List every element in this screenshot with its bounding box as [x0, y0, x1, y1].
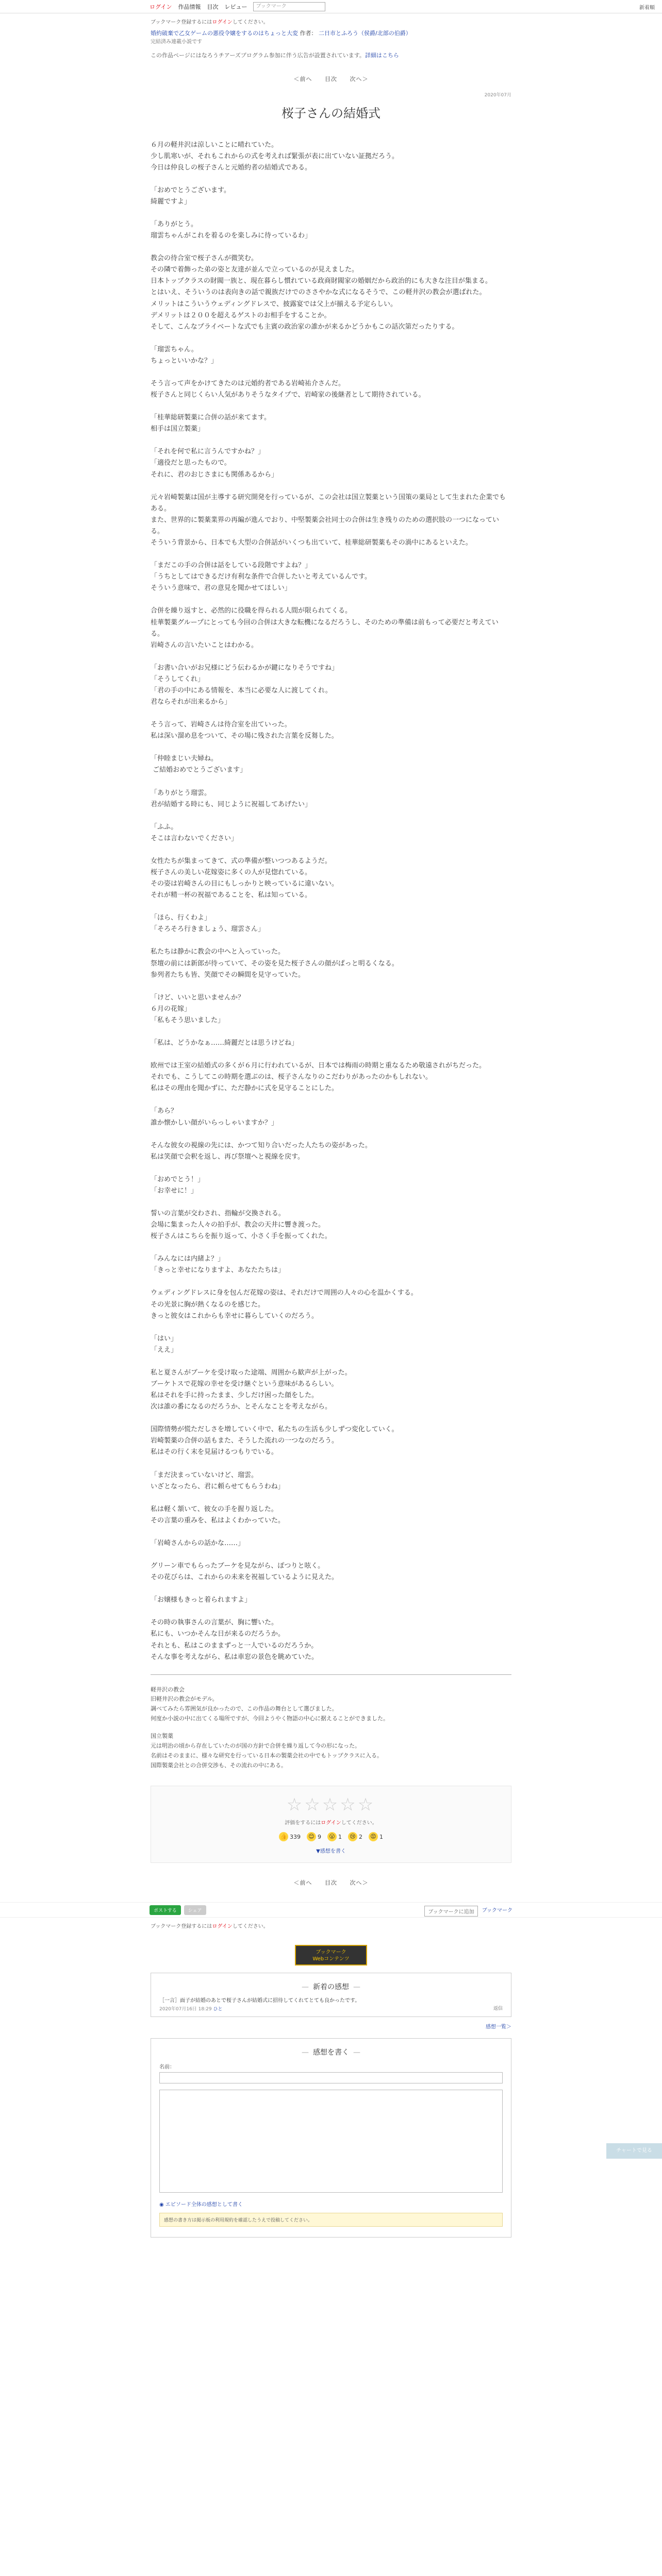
pager-top: [151, 75, 511, 83]
login-link[interactable]: ログイン: [150, 3, 172, 10]
prev-link-bottom[interactable]: ＜前へ: [293, 1879, 312, 1887]
author-label: 作者：: [300, 30, 317, 37]
body-paragraph: 「私は、どうかなぁ……綺麗だとは思うけどね」: [151, 1039, 299, 1047]
notice-login-link-bottom[interactable]: ログイン: [212, 1924, 233, 1930]
reaction-icon: 👍: [279, 1832, 288, 1841]
top-bar: [0, 0, 662, 13]
reaction-button[interactable]: [307, 1832, 321, 1841]
body-paragraph: 「けど、いいと思いませんか？ ６月の花嫁」 「私もそう思いました」: [151, 993, 245, 1024]
reaction-button[interactable]: [327, 1832, 342, 1841]
ad-note-link[interactable]: 詳細はこちら: [365, 52, 399, 59]
body-paragraph: 誓いの言葉が交わされ、指輪が交換される。 会場に集まった人々の拍手が、教会の天井に響き渡った。 桜子さんはこちらを振り返って、小さく手を振ってくれた。: [151, 1209, 332, 1241]
body-paragraph: 「岩崎さんからの話かな……」: [151, 1539, 245, 1547]
body-paragraph: その時の執事さんの言葉が、胸に響いた。 私にも、いつかそんな日が来るのだろうか。 それとも、私はこのままずっと一人でいるのだろうか。 そんな事を考えながら、私は車窓の景色を眺めていた。: [151, 1619, 319, 1661]
review-reply[interactable]: 返信: [493, 2006, 503, 2012]
author-extra: （侯爵/北部の伯爵）: [358, 30, 411, 37]
search-input[interactable]: [253, 2, 325, 11]
rating-box: [151, 1786, 511, 1863]
reaction-icon: 😡: [369, 1832, 378, 1841]
review-date: 2020年07月16日 18:29: [159, 2007, 212, 2012]
name-input[interactable]: [159, 2072, 503, 2083]
ad-note-text: この作品ページにはなろうチアーズプログラム参加に伴う広告が設置されています。: [151, 52, 365, 59]
reaction-icon: 😢: [348, 1832, 357, 1841]
body-paragraph: 女性たちが集まってきて、式の準備が整いつつあるようだ。 桜子さんの美しい花嫁姿に多くの人が見惚れている。 その姿は岩崎さんの目にもしっかりと映っているに違いない。 それが精一杯の祝福であることを、私は知っている。: [151, 857, 339, 900]
toc-link-bottom[interactable]: 目次: [325, 1879, 337, 1887]
rating-note-prefix: 評価をするには: [285, 1820, 321, 1826]
review-user[interactable]: ひと: [213, 2007, 223, 2012]
body-paragraph: 「おめでとうございます。 綺麗ですよ」: [151, 186, 230, 206]
body-paragraph: 「ありがとう。 瑠雲ちゃんがこれを着るのを楽しみに待っているわ」: [151, 220, 312, 240]
nav-reviews[interactable]: レビュー: [224, 3, 247, 10]
body-paragraph: 「仲睦まじい夫婦ね。 ご結婚おめでとうございます」: [151, 755, 247, 774]
bookmark-link[interactable]: ブックマーク: [482, 1908, 512, 1914]
review-form: [151, 2038, 511, 2238]
body-paragraph: 「はい」 「ええ」: [151, 1334, 178, 1354]
reaction-count: 9: [318, 1833, 321, 1840]
form-title: — 感想を書く —: [159, 2047, 503, 2057]
body-paragraph: 「お嬢様もきっと着られますよ」: [151, 1596, 252, 1604]
post-button[interactable]: ポストする: [150, 1905, 181, 1915]
bookmark-notice-bottom: [151, 1922, 511, 1929]
reaction-count: 1: [379, 1833, 383, 1840]
share-button[interactable]: シェア: [184, 1905, 206, 1915]
body-paragraph: 「桂華総研製薬に合併の話が来てます。 相手は国立製薬」: [151, 414, 271, 433]
series-title[interactable]: 婚約破棄で乙女ゲームの悪役令嬢をするのはちょっと大変: [151, 30, 298, 37]
sort-link[interactable]: 新着順: [639, 5, 655, 11]
afterword: [151, 1685, 511, 1771]
bookmark-notice: [151, 18, 511, 25]
next-link[interactable]: 次へ＞: [350, 75, 369, 82]
reviews-more-link[interactable]: 感想一覧＞: [486, 2024, 511, 2030]
notice-suffix-bottom: してください。: [232, 1924, 269, 1930]
reaction-list: [151, 1832, 511, 1841]
nav-work-info[interactable]: 作品情報: [178, 3, 201, 10]
notice-prefix: ブックマーク登録するには: [151, 20, 212, 25]
star-rating[interactable]: ☆☆☆☆☆: [286, 1794, 376, 1816]
toc-link[interactable]: 目次: [325, 75, 337, 82]
body-paragraph: 「みんなには内緒よ？」 「きっと幸せになりますよ、あなたたちは」: [151, 1255, 285, 1275]
reaction-count: 1: [338, 1833, 342, 1840]
author-name[interactable]: 二日市とふろう: [319, 30, 358, 37]
footer-content: [151, 1922, 511, 2238]
add-bookmark-button[interactable]: ブックマークに追加: [424, 1906, 477, 1917]
body-paragraph: 「それを何で私に言うんですかね？」 「適役だと思ったもので。 それに、君のおじさまにも関係あるから」: [151, 448, 278, 479]
reaction-count: 2: [359, 1833, 362, 1840]
body-paragraph: 「まだこの手の合併は話をしている段階ですよね？」 「うちとしてはできるだけ有利な条件で合併したいと考えているんです。 そういう意味で、君の意見を聞かせてほしい」: [151, 562, 371, 592]
body-paragraph: グリーン車でもらったブーケを見ながら、ぽつりと呟く。 その花びらは、これからの未来を祝福しているように見えた。: [151, 1562, 339, 1582]
afterword-paragraph: 国立製薬 元は明治の頃から存在していたのが国の方針で合併を繰り返して今の形になった。 名前はそのままに、様々な研究を行っている日本の製薬会社の中でもトップクラスに入る。 国際製薬会社との合併交渉も、その流れの中にある。: [151, 1733, 383, 1769]
prev-link[interactable]: ＜前へ: [293, 75, 312, 82]
pager-bottom: [151, 1878, 511, 1887]
episode-date: 2020年07月: [484, 92, 511, 98]
badge-line2: Webコンテンツ: [312, 1956, 350, 1962]
body-paragraph: 私たちは静かに教会の中へと入っていった。 祭壇の前には新郎が待っていて、その姿を見た桜子さんの顔がぱっと明るくなる。 参列者たちも皆、笑顔でその瞬間を見守っていた。: [151, 948, 399, 979]
episode-body: [151, 140, 511, 1663]
body-paragraph: 元々岩崎製薬は国が主導する研究開発を行っているが、この会社は国立製薬という国策の薬局として生まれた企業でもある。 また、世界的に製薬業界の再編が進んでおり、中堅製薬会社同士の合併は生き残りのための選択肢の一つになっている。 そういう背景から、日本でも大型の合併話がいくつも出ていて、桂華総研製薬もその渦中にあるといえた。: [151, 493, 506, 547]
body-paragraph: 欧州では王室の結婚式の多くが６月に行われているが、日本では梅雨の時期と重なるため敬遠されがちだった。 それでも、こうしてこの時期を選ぶのは、桜子さんなりのこだわりがあったのかもしれない。 私はその理由を聞かずに、ただ静かに式を見守ることにした。: [151, 1062, 486, 1093]
side-tab[interactable]: チャートで見る: [606, 2143, 662, 2159]
name-label: 名前：: [159, 2064, 175, 2071]
reaction-icon: 😊: [307, 1832, 316, 1841]
nav-toc[interactable]: 目次: [207, 3, 219, 10]
episode-title: 桜子さんの結婚式: [282, 106, 380, 121]
episode-review-option-label: エピソード全体の感想として書く: [165, 2202, 243, 2208]
body-paragraph: 私は軽く頷いて、彼女の手を握り返した。 その言葉の重みを、私はよくわかっていた。: [151, 1505, 285, 1524]
body-paragraph: そんな彼女の視線の先には、かつて知り合いだった人たちの姿があった。 私は笑顔で会釈を返し、再び祭壇へと視線を戻す。: [151, 1141, 372, 1161]
body-paragraph: ６月の軽井沢は涼しいことに晴れていた。 少し肌寒いが、それもこれからの式を考えれば緊張が表に出ていない証拠だろう。 今日は仲良しの桜子さんと元婚約者の結婚式である。: [151, 141, 399, 172]
notice-suffix: してください。: [232, 20, 269, 25]
web-content-badge[interactable]: [295, 1945, 367, 1965]
body-paragraph: そう言って、岩崎さんは待合室を出ていった。 私は深い溜め息をついて、その場に残された言葉を反芻した。: [151, 721, 338, 740]
reaction-count: 339: [290, 1833, 301, 1840]
series-status: 完結済み連載小説です: [151, 39, 202, 45]
body-paragraph: 教会の待合室で桜子さんが微笑む。 その隣で着飾った弟の姿と友達が並んで立っているのが見えました。 日本トップクラスの財閥一族と、現在暮らし慣れている政商財閥家の婚姻だから政治的にも大きな注目が集まる。 とはいえ、そういうのは表向きの話で親族だけでのささやかな式になるそうで、この軽井沢の教会が選ばれた。 メリットはこういうウェディングドレスで、披露宴では父上が揃える予定らしい。 デメリットは２００を超えるゲストのお相手をすることか。 そして、こんなプライベートな式でも主賓の政治家の誰かが来るかどうかもこの話次第だったりする。: [151, 255, 492, 331]
body-paragraph: 「ほら、行くわよ」 「そろそろ行きましょう、瑠雲さん」: [151, 914, 265, 934]
body-paragraph: 「ありがとう瑠雲。 君が結婚する時にも、同じように祝福してあげたい」: [151, 789, 312, 808]
ad-note: [151, 51, 511, 59]
form-warning: 感想の書き方は掲示板の利用規約を確認したうえで投稿してください。: [159, 2213, 503, 2227]
next-link-bottom[interactable]: 次へ＞: [350, 1879, 369, 1887]
body-paragraph: 「あら？ 誰か懐かしい顔がいらっしゃいますか？」: [151, 1107, 278, 1127]
body-paragraph: 私と夏さんがブーケを受け取った途端、周囲から歓声が上がった。 ブーケトスで花嫁の幸せを受け継ぐという意味があるらしい。 私はそれを手に持ったまま、少しだけ困った顔をした。 次は誰の番になるのだろうか、とそんなことを考えながら。: [151, 1368, 352, 1411]
body-paragraph: そう言って声をかけてきたのは元婚約者である岩崎祐介さんだ。 桜子さんと同じくらい人気がありそうなタイプで、岩崎家の後継者として期待されている。: [151, 380, 425, 399]
reaction-button[interactable]: [348, 1832, 362, 1841]
rating-login-link[interactable]: ログイン: [321, 1820, 341, 1826]
afterword-divider: [151, 1674, 511, 1675]
episode-review-option[interactable]: ◉ エピソード全体の感想として書く: [159, 2202, 243, 2208]
reaction-button[interactable]: [279, 1832, 301, 1841]
rating-note-suffix: してください。: [341, 1820, 377, 1826]
rating-note: [151, 1818, 511, 1826]
share-bar: [0, 1902, 662, 1918]
bookmark-actions: [424, 1906, 512, 1917]
notice-prefix-bottom: ブックマーク登録するには: [151, 1924, 212, 1930]
body-paragraph: 「瑠雲ちゃん。 ちょっといいかな？」: [151, 345, 218, 365]
reviews-title: — 新着の感想 —: [159, 1981, 503, 1992]
review-text: ［一言］面子が結婚のあとで桜子さんが結婚式に招待してくれてとても良かったです。: [159, 1998, 360, 2004]
write-review-link[interactable]: ▼感想を書く: [316, 1849, 346, 1855]
series-info: [151, 29, 511, 46]
body-paragraph: 国際情勢が慌ただしさを増していく中で、私たちの生活も少しずつ変化していく。 岩崎製薬の合併の話もまた、そうした流れの一つなのだろう。 私はその行く末を見届けるつもりでいる。: [151, 1426, 399, 1456]
body-paragraph: 「お書い合いがお兄様にどう伝わるかが鍵になりそうですね」 「そうしてくれ」 「君の手の中にある情報を、本当に必要な人に渡してくれ。 君ならそれが出来るから」: [151, 664, 339, 706]
body-paragraph: 「おめでとう！」 「お幸せに！」: [151, 1175, 205, 1195]
reaction-button[interactable]: [369, 1832, 383, 1841]
reaction-icon: 😮: [327, 1832, 337, 1841]
badge-line1: ブックマーク: [316, 1950, 346, 1956]
notice-login-link[interactable]: ログイン: [212, 20, 233, 25]
main-content: [151, 18, 511, 1887]
body-paragraph: 「まだ決まっていないけど、瑠雲。 いざとなったら、君に頼らせてもらうわね」: [151, 1471, 285, 1490]
body-paragraph: 「ふふ。 そこは言わないでください」: [151, 823, 238, 842]
recent-reviews: [151, 1973, 511, 2017]
review-textarea[interactable]: [159, 2090, 503, 2193]
body-paragraph: ウェディングドレスに身を包んだ花嫁の姿は、それだけで周囲の人々の心を温かくする。 その光景に胸が熱くなるのを感じた。 きっと彼女はこれからも幸せに暮らしていくのだろう。: [151, 1289, 418, 1320]
afterword-paragraph: 軽井沢の教会 旧軽井沢の教会がモデル。 調べてみたら雰囲気が良かったので、この作品の舞台として選びました。 何度か小説の中に出てくる場所ですが、今回ようやく物語の中心に据えることができました。: [151, 1686, 389, 1722]
body-paragraph: 合併を繰り返すと、必然的に役職を得られる人間が限られてくる。 桂華製薬グループにとっても今回の合併は大きな転機になるだろうし、そのための準備は前もって必要だと考えている。 岩崎さんの言いたいことはわかる。: [151, 607, 499, 649]
